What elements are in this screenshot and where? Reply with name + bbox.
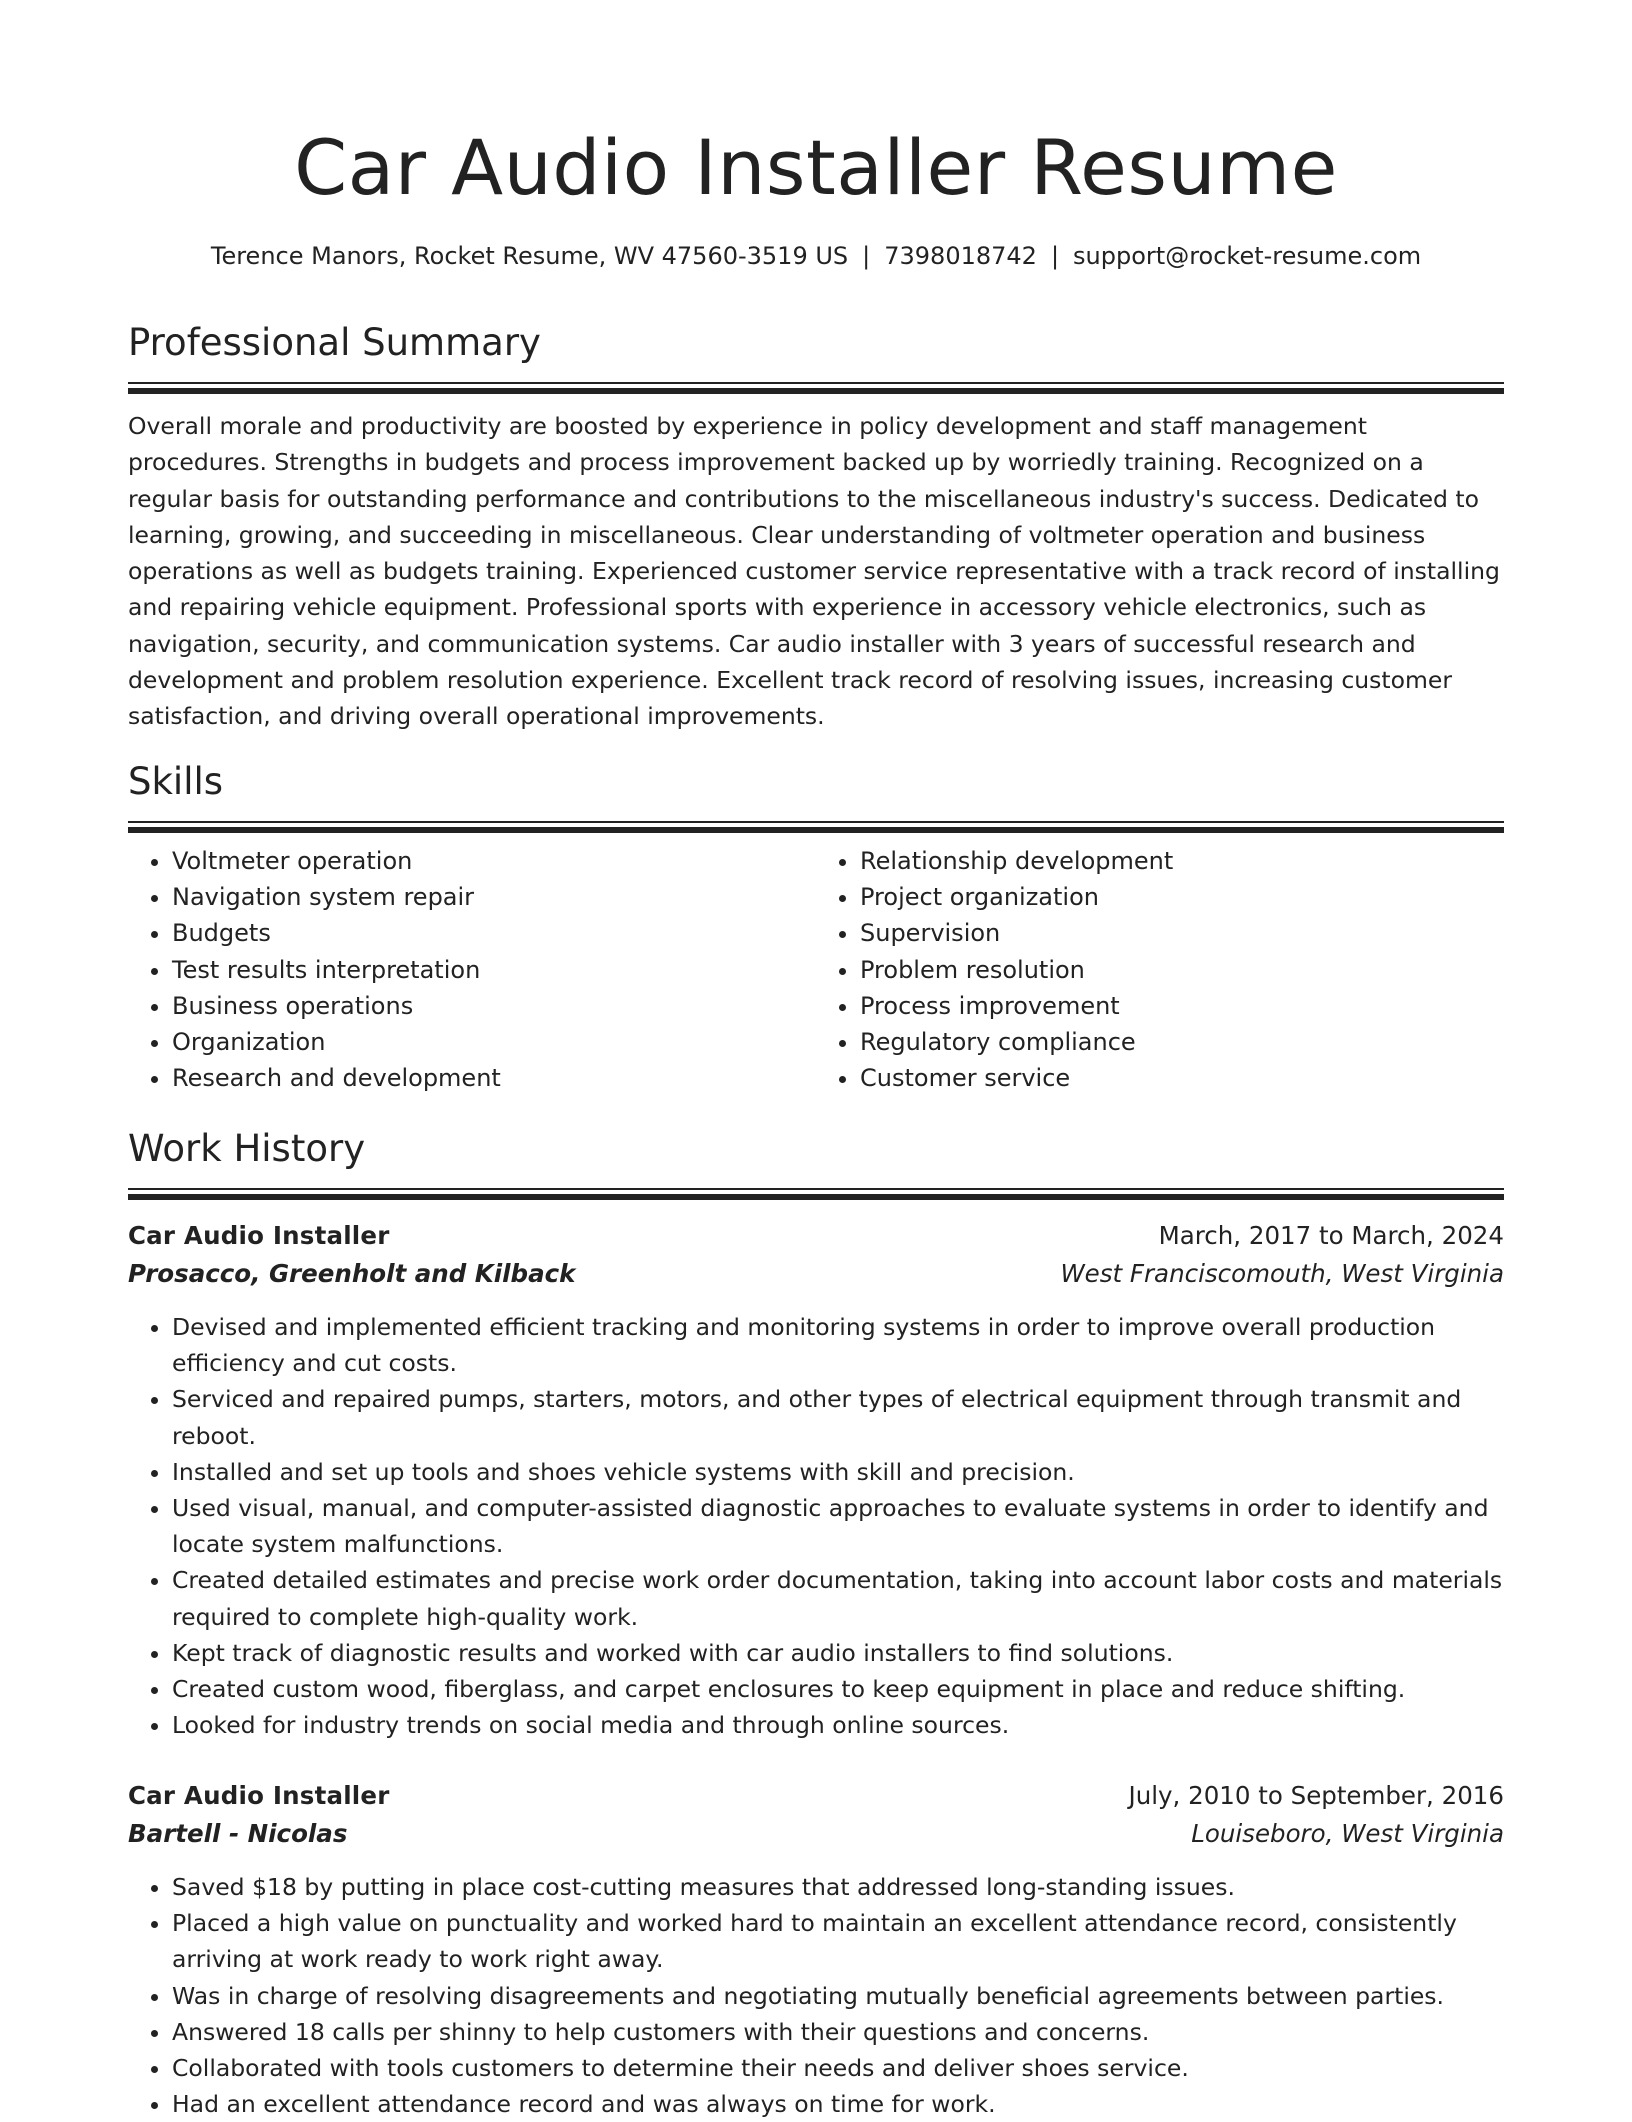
skill-item: • Organization (172, 1024, 816, 1060)
job-subheader-row (128, 1255, 1504, 1293)
contact-address: Terence Manors, Rocket Resume, WV 47560-3519 US (210, 242, 849, 270)
job-company: Bartell - Nicolas (128, 1819, 348, 1848)
skill-item: • Regulatory compliance (860, 1024, 1504, 1060)
skill-item: • Research and development (172, 1060, 816, 1096)
summary-heading: Professional Summary (128, 321, 541, 364)
work-history-section (128, 1124, 1504, 1200)
skills-list-right (816, 843, 1504, 1096)
contact-phone: 7398018742 (884, 242, 1037, 270)
job-dates: July, 2010 to September, 2016 (1128, 1781, 1504, 1810)
job-bullet: • Saved $18 by putting in place cost-cutting measures that addressed long-standing issues. (172, 1869, 1504, 1905)
job-bullet: • Was in charge of resolving disagreements and negotiating mutually beneficial agreements between parties. (172, 1978, 1504, 2014)
job-header-row (128, 1217, 1504, 1255)
skill-item: • Customer service (860, 1060, 1504, 1096)
skill-item: • Voltmeter operation (172, 843, 816, 879)
contact-email[interactable]: support@rocket-resume.com (1073, 242, 1422, 270)
skill-item: • Supervision (860, 915, 1504, 951)
job-bullet: • Looked for industry trends on social media and through online sources. (172, 1707, 1504, 1743)
job-bullet: • Installed and set up tools and shoes vehicle systems with skill and precision. (172, 1454, 1504, 1490)
skills-section (128, 757, 1504, 1096)
skill-item: • Navigation system repair (172, 879, 816, 915)
job-entry (128, 1777, 1504, 2122)
skill-item: • Relationship development (860, 843, 1504, 879)
section-divider (128, 1188, 1504, 1200)
job-bullet: • Devised and implemented efficient tracking and monitoring systems in order to improve overall production efficiency and cut costs. (172, 1309, 1504, 1381)
skill-item: • Test results interpretation (172, 952, 816, 988)
job-bullet: • Answered 18 calls per shinny to help customers with their questions and concerns. (172, 2014, 1504, 2050)
job-bullet: • Created detailed estimates and precise work order documentation, taking into account labor costs and materials required to complete high-quality work. (172, 1562, 1504, 1634)
job-location: West Franciscomouth, West Virginia (1060, 1259, 1504, 1288)
job-title: Car Audio Installer (128, 1221, 390, 1250)
contact-separator: | (862, 242, 871, 270)
job-entry (128, 1217, 1504, 1743)
skills-list-left (128, 843, 816, 1096)
job-bullet: • Kept track of diagnostic results and worked with car audio installers to find solutions. (172, 1635, 1504, 1671)
section-divider (128, 382, 1504, 394)
resume-title: Car Audio Installer Resume (294, 123, 1338, 212)
job-bullet: • Used visual, manual, and computer-assisted diagnostic approaches to evaluate systems in order to identify and locate system malfunctions. (172, 1490, 1504, 1562)
job-dates: March, 2017 to March, 2024 (1158, 1221, 1504, 1250)
skill-item: • Process improvement (860, 988, 1504, 1024)
job-bullet: • Had an excellent attendance record and was always on time for work. (172, 2086, 1504, 2122)
job-company: Prosacco, Greenholt and Kilback (128, 1259, 576, 1288)
summary-text: Overall morale and productivity are boosted by experience in policy development and staff management procedures. Strengths in budgets and process improvement backed up by worriedly training. Recognized on a regular basis for outstanding performance and contributions to the miscellaneous industry's success. Dedicated to learning, growing, and succeeding in miscellaneous. Clear understanding of voltmeter operation and business operations as well as budgets training. Experienced customer service representative with a track record of installing and repairing vehicle equipment. Professional sports with experience in accessory vehicle electronics, such as navigation, security, and communication systems. Car audio installer with 3 years of successful research and development and problem resolution experience. Excellent track record of resolving issues, increasing customer satisfaction, and driving overall operational improvements. (128, 412, 1500, 731)
skill-item: • Budgets (172, 915, 816, 951)
section-divider (128, 821, 1504, 833)
skills-heading: Skills (128, 760, 224, 803)
skill-item: • Business operations (172, 988, 816, 1024)
skills-columns (128, 843, 1504, 1096)
contact-line (128, 238, 1504, 274)
contact-separator: | (1050, 242, 1060, 270)
job-bullet-list (128, 1309, 1504, 1743)
job-subheader-row (128, 1815, 1504, 1853)
skill-item: • Problem resolution (860, 952, 1504, 988)
job-bullet: • Created custom wood, fiberglass, and carpet enclosures to keep equipment in place and reduce shifting. (172, 1671, 1504, 1707)
job-header-row (128, 1777, 1504, 1815)
job-bullet-list (128, 1869, 1504, 2122)
job-location: Louiseboro, West Virginia (1191, 1819, 1504, 1848)
summary-section (128, 318, 1504, 758)
skill-item: • Project organization (860, 879, 1504, 915)
job-bullet: • Placed a high value on punctuality and worked hard to maintain an excellent attendance record, consistently arriving at work ready to work right away. (172, 1905, 1504, 1977)
job-bullet: • Serviced and repaired pumps, starters, motors, and other types of electrical equipment through transmit and reboot. (172, 1381, 1504, 1453)
work-history-heading: Work History (128, 1127, 366, 1170)
job-title: Car Audio Installer (128, 1781, 390, 1810)
job-bullet: • Collaborated with tools customers to determine their needs and deliver shoes service. (172, 2050, 1504, 2086)
